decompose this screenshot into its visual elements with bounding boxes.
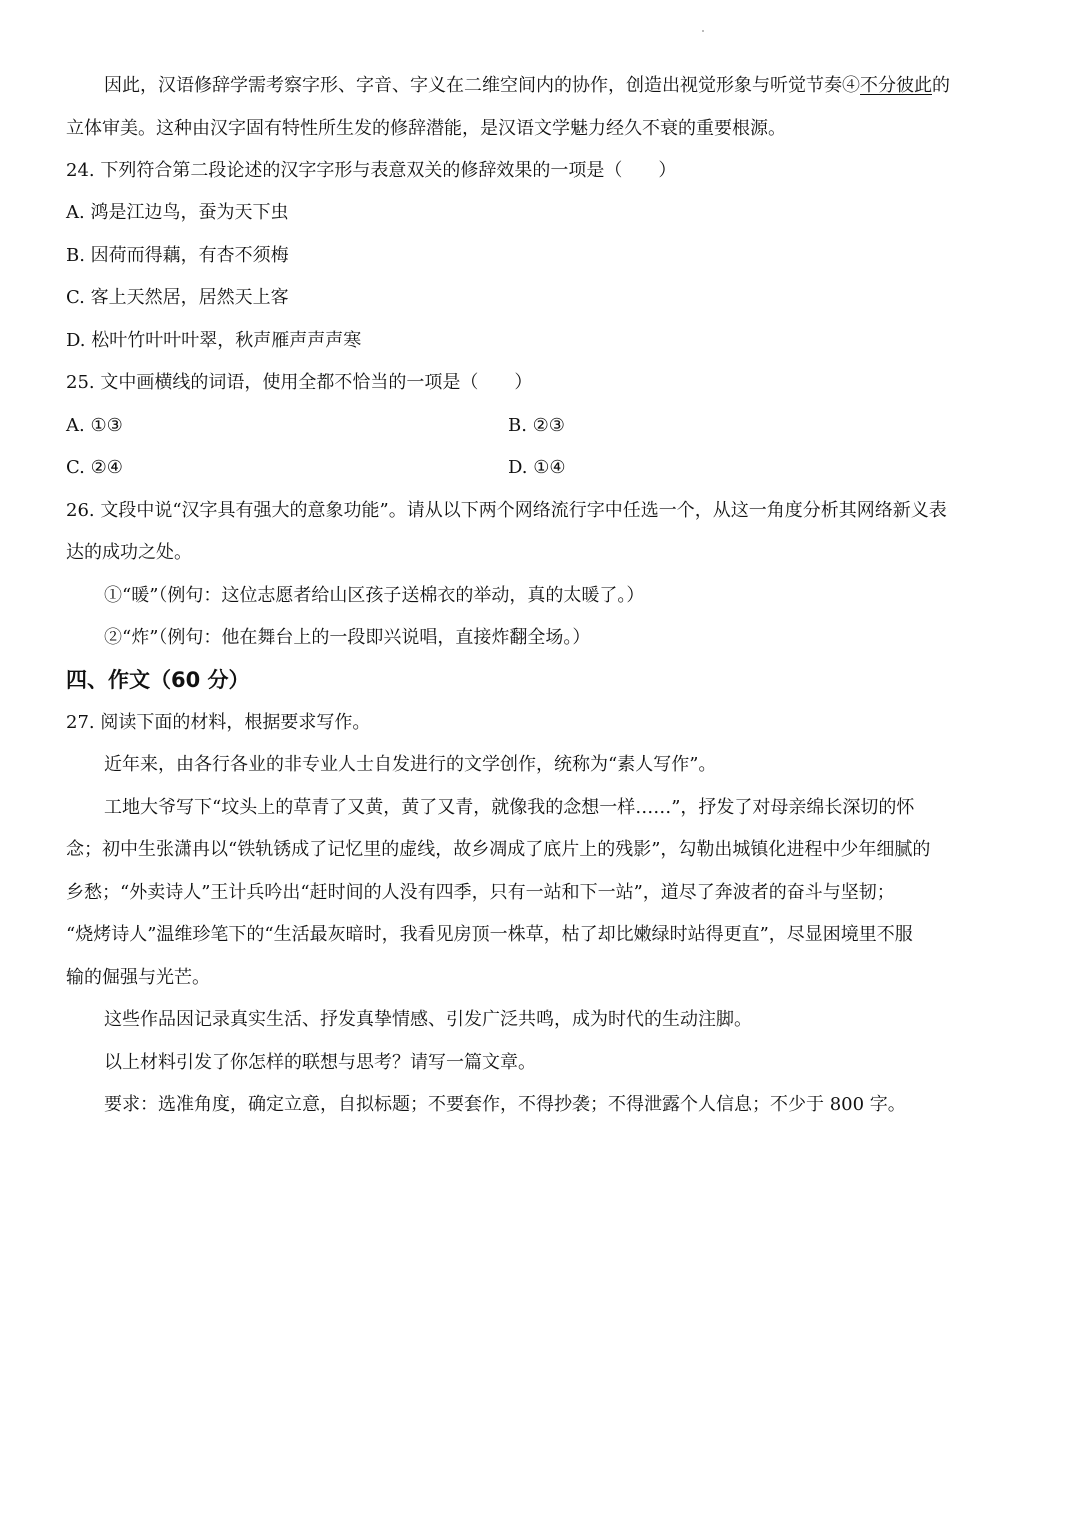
passage-line-2: 立体审美。这种由汉字固有特性所生发的修辞潜能，是汉语文学魅力经久不衰的重要根源。 xyxy=(66,118,786,139)
question-24-option-d: D. 松叶竹叶叶叶翠，秋声雁声声声寒 xyxy=(66,330,362,351)
question-25-option-b: B. ②③ xyxy=(508,415,565,436)
question-24-option-b: B. 因荷而得藕，有杏不须梅 xyxy=(66,245,289,266)
question-27-para-1: 近年来，由各行各业的非专业人士自发进行的文学创作，统称为“素人写作”。 xyxy=(104,754,717,775)
question-27-para-2-line-3: 乡愁；“外卖诗人”王计兵吟出“赶时间的人没有四季，只有一站和下一站”，道尽了奔波者的奋斗与坚韧； xyxy=(66,882,895,903)
question-27-requirements: 要求：选准角度，确定立意，自拟标题；不要套作，不得抄袭；不得泄露个人信息；不少于 800 字。 xyxy=(104,1094,906,1115)
question-27-para-2-line-1: 工地大爷写下“坟头上的草青了又黄，黄了又青，就像我的念想一样……”，抒发了对母亲绵长深切的怀 xyxy=(104,797,915,818)
question-25-option-c: C. ②④ xyxy=(66,457,123,478)
question-27-para-3: 这些作品因记录真实生活、抒发真挚情感、引发广泛共鸣，成为时代的生动注脚。 xyxy=(104,1009,752,1030)
passage-text: 因此，汉语修辞学需考察字形、字音、字义在二维空间内的协作，创造出视觉形象与听觉节奏④ xyxy=(104,75,860,96)
question-27-para-2-line-5: 输的倔强与光芒。 xyxy=(66,967,210,988)
question-24-stem: 24. 下列符合第二段论述的汉字字形与表意双关的修辞效果的一项是（ ） xyxy=(66,160,677,181)
question-27-stem: 27. 阅读下面的材料，根据要求写作。 xyxy=(66,712,371,733)
question-26-stem-line-1: 26. 文段中说“汉字具有强大的意象功能”。请从以下两个网络流行字中任选一个，从这一角度分析其网络新义表 xyxy=(66,500,947,521)
question-26-item-1: ①“暖”（例句：这位志愿者给山区孩子送棉衣的举动，真的太暖了。） xyxy=(104,585,645,606)
question-27-para-2-line-2: 念；初中生张潇冉以“铁轨锈成了记忆里的虚线，故乡凋成了底片上的残影”，勾勒出城镇化进程中少年细腻的 xyxy=(66,839,931,860)
question-25-stem: 25. 文中画横线的词语，使用全都不恰当的一项是（ ） xyxy=(66,372,533,393)
question-27-para-2-line-4: “烧烤诗人”温维珍笔下的“生活最灰暗时，我看见房顶一株草，枯了却比嫩绿时站得更直”，尽显困境里不服 xyxy=(66,924,913,945)
scan-dot xyxy=(702,30,704,32)
section-4-heading: 四、作文（60 分） xyxy=(66,668,250,692)
question-26-stem-line-2: 达的成功之处。 xyxy=(66,542,192,563)
question-27-para-4: 以上材料引发了你怎样的联想与思考？请写一篇文章。 xyxy=(104,1052,536,1073)
passage-line-1 xyxy=(104,74,950,98)
question-26-item-2: ②“炸”（例句：他在舞台上的一段即兴说唱，直接炸翻全场。） xyxy=(104,627,591,648)
passage-text-tail: 的 xyxy=(932,75,950,96)
question-25-option-d: D. ①④ xyxy=(508,457,566,478)
question-24-option-a: A. 鸿是江边鸟，蚕为天下虫 xyxy=(66,202,289,223)
underlined-phrase-4: 不分彼此 xyxy=(860,75,932,96)
question-25-option-a: A. ①③ xyxy=(66,415,123,436)
question-24-option-c: C. 客上天然居，居然天上客 xyxy=(66,287,289,308)
